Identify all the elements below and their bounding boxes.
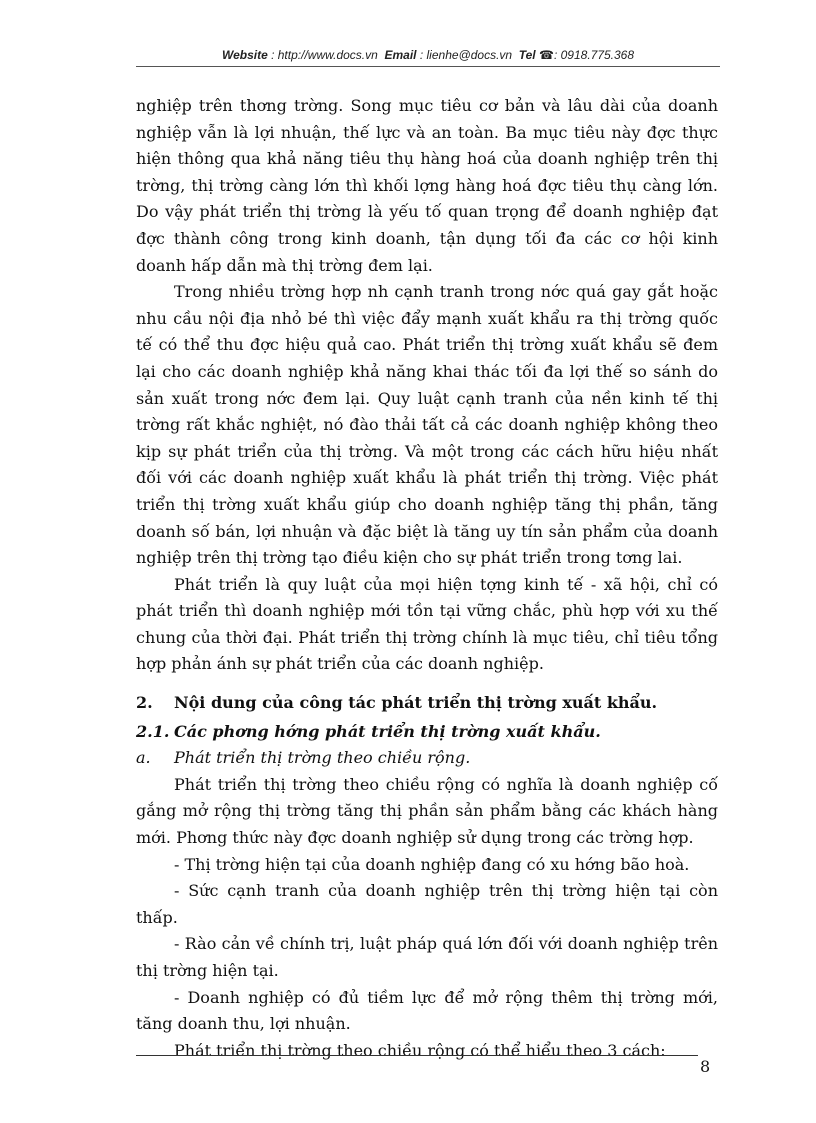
website-value: : http://www.docs.vn <box>271 48 378 62</box>
paragraph-4: Phát triển thị trờng theo chiều rộng có nghĩa là doanh nghiệp cố gắng mở rộng thị trờng tăng thị phần sản phẩm bằng các khách hàng mới. Phơng thức này đợc doanh nghiệp sử dụng trong các trờng hợp. <box>136 774 718 848</box>
bullet-4: - Doanh nghiệp có đủ tiềm lực để mở rộng thêm thị trờng mới, tăng doanh thu, lợi nhuận. <box>136 987 718 1034</box>
footer-divider <box>136 1055 698 1056</box>
tel-label: Tel <box>518 48 536 62</box>
email-value: : lienhe@docs.vn <box>419 48 513 62</box>
tel-value: : 0918.775.368 <box>553 48 635 62</box>
phone-icon: ☎ <box>539 48 554 62</box>
bullet-2: - Sức cạnh tranh của doanh nghiệp trên thị trờng hiện tại còn thấp. <box>136 881 718 927</box>
section-number: 2. <box>136 693 153 713</box>
email-label: Email <box>384 48 417 62</box>
document-body <box>136 93 718 1064</box>
subsection-heading-2-1 <box>136 719 718 746</box>
sub-subsection-title: Phát triển thị trờng theo chiều rộng. <box>174 748 471 768</box>
website-label: Website <box>221 48 268 62</box>
section-heading-2 <box>136 690 718 717</box>
subsection-title: Các phơng hớng phát triển thị trờng xuất khẩu. <box>174 721 601 741</box>
sub-subsection-number: a. <box>136 748 151 768</box>
page-header <box>136 48 720 62</box>
section-title: Nội dung của công tác phát triển thị trờng xuất khẩu. <box>174 693 658 713</box>
sub-subsection-heading-a <box>136 745 718 772</box>
paragraph-1: nghiệp trên thơng trờng. Song mục tiêu cơ bản và lâu dài của doanh nghiệp vẫn là lợi nhuận, thế lực và an toàn. Ba mục tiêu này đợc thực hiện thông qua khả năng tiêu thụ hàng hoá của doanh nghiệp trên thị trờng, thị trờng càng lớn thì khối lợng hàng hoá đợc tiêu thụ càng lớn. Do vậy phát triển thị trờng là yếu tố quan trọng để doanh nghiệp đạt đợc thành công trong kinh doanh, tận dụng tối đa các cơ hội kinh doanh hấp dẫn mà thị trờng đem lại. <box>136 96 718 275</box>
page-number: 8 <box>700 1057 711 1076</box>
bullet-1: - Thị trờng hiện tại của doanh nghiệp đang có xu hớng bão hoà. <box>174 854 690 874</box>
paragraph-5: Phát triển thị trờng theo chiều rộng có thể hiểu theo 3 cách: <box>174 1040 666 1060</box>
paragraph-3: Phát triển là quy luật của mọi hiện tợng kinh tế - xã hội, chỉ có phát triển thì doanh nghiệp mới tồn tại vững chắc, phù hợp với xu thế chung của thời đại. Phát triển thị trờng chính là mục tiêu, chỉ tiêu tổng hợp phản ánh sự phát triển của các doanh nghiệp. <box>136 574 718 674</box>
subsection-number: 2.1. <box>136 721 170 741</box>
paragraph-2: Trong nhiều trờng hợp nh cạnh tranh trong nớc quá gay gắt hoặc nhu cầu nội địa nhỏ bé thì việc đẩy mạnh xuất khẩu ra thị trờng quốc tế có thể thu đợc hiệu quả cao. Phát triển thị trờng xuất khẩu sẽ đem lại cho các doanh nghiệp khả năng khai thác tối đa lợi thế so sánh do sản xuất trong nớc đem lại. Quy luật cạnh tranh của nền kinh tế thị trờng rất khắc nghiệt, nó đào thải tất cả các doanh nghiệp không theo kịp sự phát triển của thị trờng. Và một trong các cách hữu hiệu nhất đối với các doanh nghiệp xuất khẩu là phát triển thị trờng. Việc phát triển thị trờng xuất khẩu giúp cho doanh nghiệp tăng thị phần, tăng doanh số bán, lợi nhuận và đặc biệt là tăng uy tín sản phẩm của doanh nghiệp trên thị trờng tạo điều kiện cho sự phát triển trong tơng lai. <box>136 282 718 568</box>
header-divider <box>136 66 720 67</box>
bullet-3: - Rào cản về chính trị, luật pháp quá lớn đối với doanh nghiệp trên thị trờng hiện tại. <box>136 934 718 980</box>
